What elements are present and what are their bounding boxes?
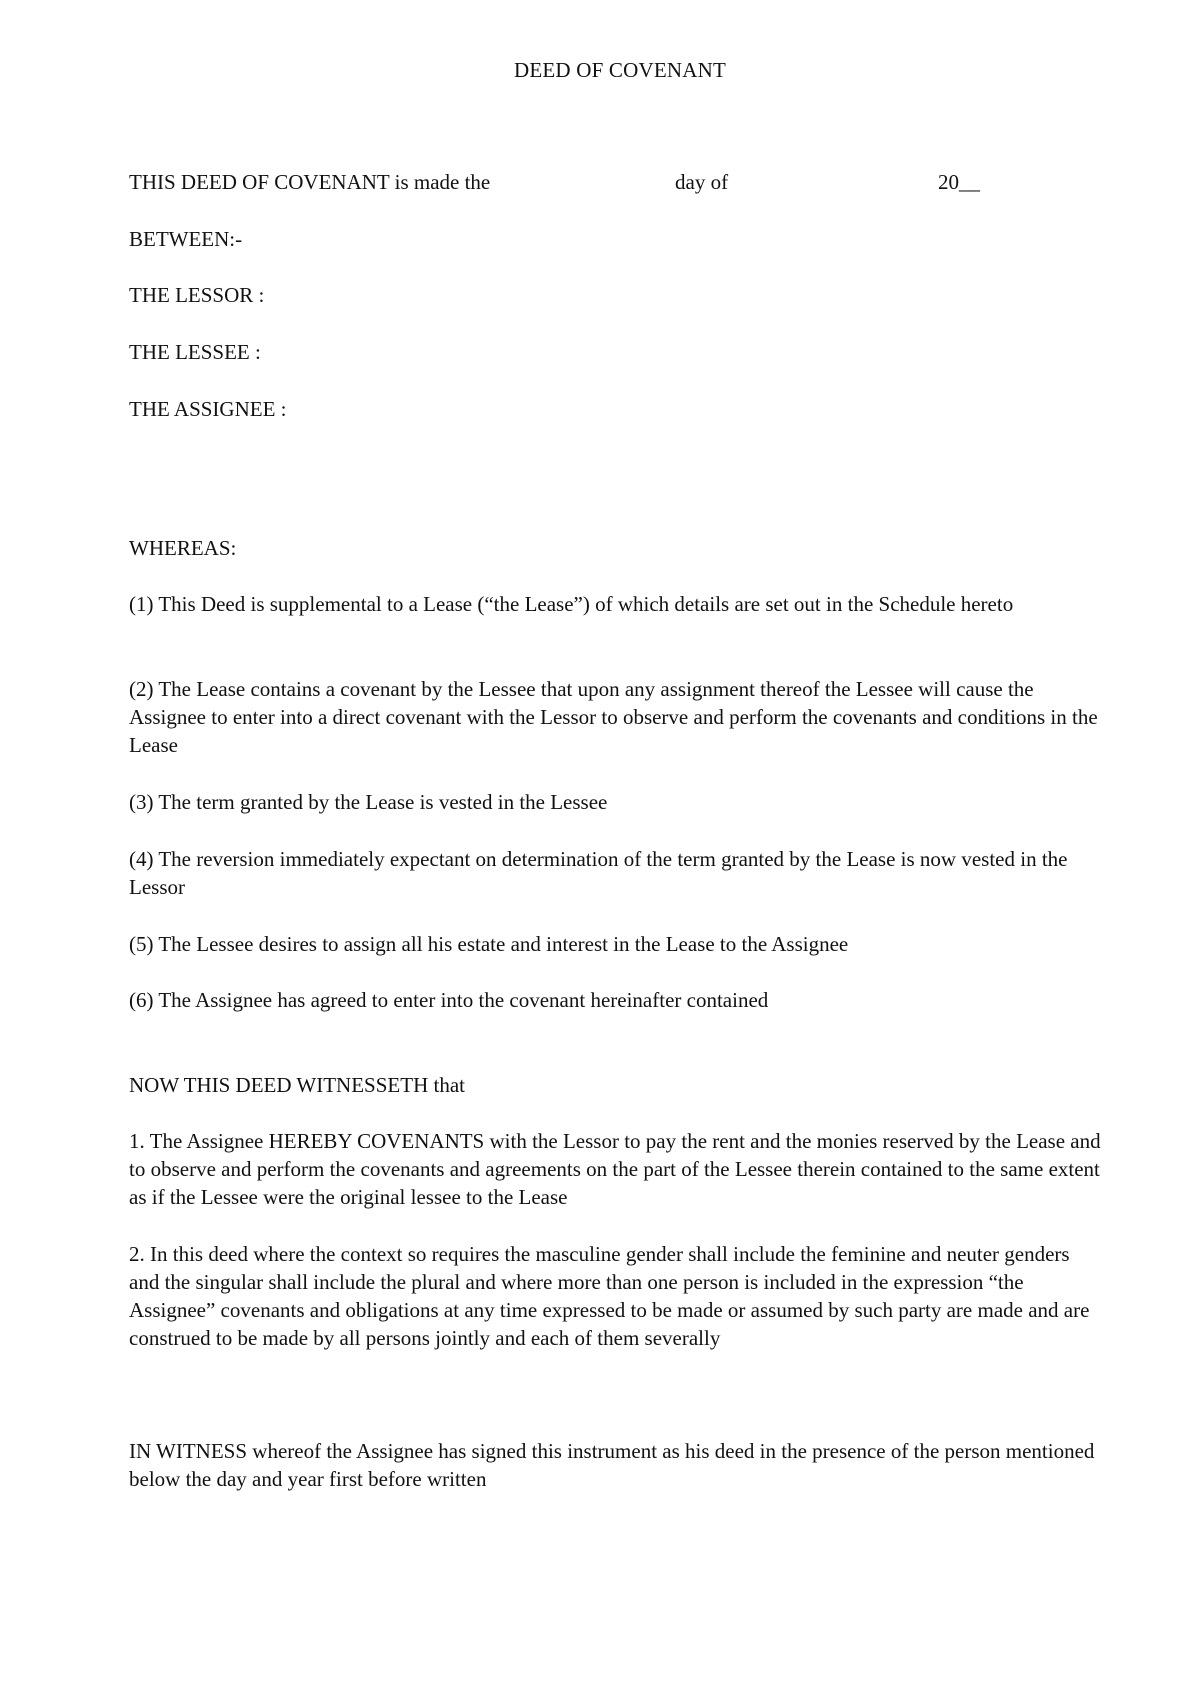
recital-2: (2) The Lease contains a covenant by the Lessee that upon any assignment thereof the Lessee will cause the Assignee to enter into a direct covenant with the Lessor to observe and perform the covenants and conditions in the Lease xyxy=(129,677,1098,757)
opening-year: 20__ xyxy=(938,170,980,194)
recital-3: (3) The term granted by the Lease is vested in the Lessee xyxy=(129,790,608,814)
opening-day-of: day of xyxy=(675,170,729,194)
recital-5: (5) The Lessee desires to assign all his estate and interest in the Lease to the Assignee xyxy=(129,932,849,956)
clause-2: 2. In this deed where the context so requires the masculine gender shall include the feminine and neuter genders and the singular shall include the plural and where more than one person is included in the expression “the Assignee” covenants and obligations at any time expressed to be made or assumed by such party are made and are construed to be made by all persons jointly and each of them severally xyxy=(129,1242,1090,1350)
operative-heading: NOW THIS DEED WITNESSETH that xyxy=(129,1073,465,1097)
whereas-heading: WHEREAS: xyxy=(129,536,237,560)
recital-6: (6) The Assignee has agreed to enter into the covenant hereinafter contained xyxy=(129,988,769,1012)
recital-1: (1) This Deed is supplemental to a Lease (“the Lease”) of which details are set out in the Schedule hereto xyxy=(129,592,1014,616)
recital-4: (4) The reversion immediately expectant on determination of the term granted by the Lease is now vested in the Lessor xyxy=(129,847,1068,899)
clause-1: 1. The Assignee HEREBY COVENANTS with the Lessor to pay the rent and the monies reserved by the Lease and to observe and perform the covenants and agreements on the part of the Lessee therein contained to the same extent as if the Lessee were the original lessee to the Lease xyxy=(129,1129,1101,1209)
party-lessor: THE LESSOR : xyxy=(129,283,265,307)
party-lessee: THE LESSEE : xyxy=(129,340,261,364)
testimonium: IN WITNESS whereof the Assignee has signed this instrument as his deed in the presence of the person mentioned below the day and year first before written xyxy=(129,1439,1095,1491)
party-assignee: THE ASSIGNEE : xyxy=(129,397,287,421)
between-heading: BETWEEN:- xyxy=(129,227,243,251)
opening-line xyxy=(129,168,1129,196)
document-title: DEED OF COVENANT xyxy=(513,58,727,82)
opening-made-the: THIS DEED OF COVENANT is made the xyxy=(129,170,491,194)
